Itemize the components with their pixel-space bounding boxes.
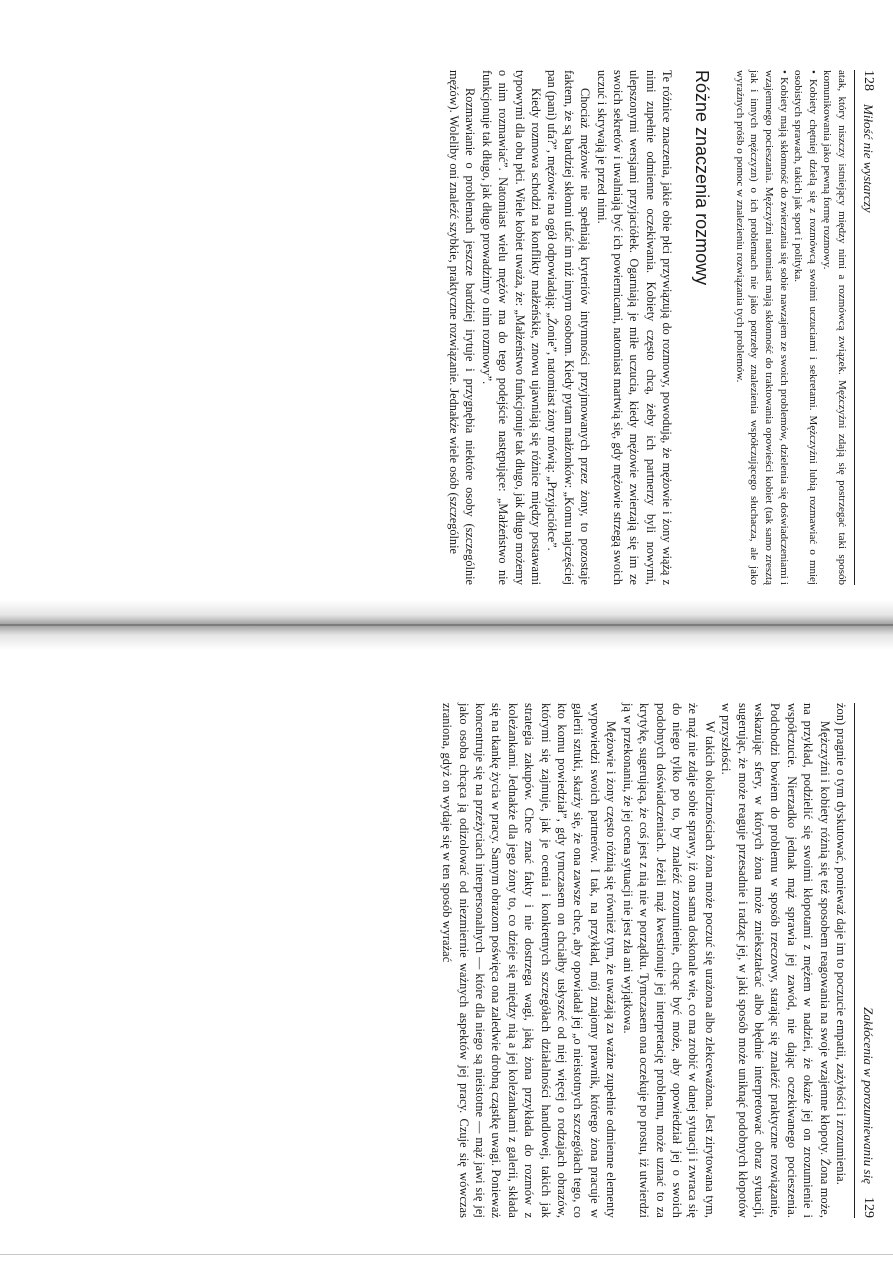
paragraph: Rozmawianie o problemach jeszcze bardziej irytuje i przygnębia niektóre osoby (szczególnie mężów). Woleliby oni znaleźć szybkie, praktyczne rozwiązanie. Jednakże wiele osób (szczególnie [446,70,478,585]
right-running-title: Zakłócenia w porozumiewaniu się [861,1007,876,1184]
section-heading: Różne znaczenia rozmowy [692,70,713,286]
paragraph: Chociaż mężowie nie spełniają kryteriów intymności przyjmowanych przez żony, to pozostaje faktem, że są bardziej skłonni ufać im niż innym osobom. Kiedy pytam małżonków: „Komu najczęściej pan (pani) ufa?”, mężowie na ogół odpowiadają: „Żonie”, natomiast żony mówią: „Przyjaciółce”. [545,70,593,585]
intro-text: atak, który niszczy istniejący między nimi a rozmówcą związek. Mężczyźni zdają się postrzegać taki sposób komunikowania jako pewną formę rozmowy. [821,70,848,585]
paragraph: Kiedy rozmowa schodzi na konflikty małżeńskie, znowu ujawniają się różnice między postawami typowymi dla obu płci. Wiele kobiet uważa, że: „Małżeństwo funkcjonuje tak długo, jak długo możemy o nim rozmawiać”. Natomiast wielu mężów ma do tego podejście następujące: „Małżeństwo nie funkcjonuje tak długo, jak długo prowadzimy o nim rozmowy”. [479,70,543,585]
paragraph: żon) pragnie o tym dyskutować, ponieważ daje im to poczucie empatii, zażyłości i zrozumienia. [834,703,848,1185]
right-running-head [854,703,877,1218]
right-page-number: 129 [861,1197,876,1218]
left-page [0,0,893,630]
right-page [0,633,893,1263]
bullet-item: • Kobiety chętniej dzielą się z rozmówcą swoimi uczuciami i sekretami. Mężczyźni lubią rozmawiać o mniej osobistych sprawach, takich jak sport i polityka. [792,70,819,585]
bullet-item: • Kobiety mają skłonność do zwierzania się sobie nawzajem ze swoich problemów, dzielenia się doświadczeniami i wzajemnego pocieszania. Mężczyźni natomiast mają skłonność do traktowania opowieści kobiet (tak samo zresztą jak i innych mężczyzn) o ich problemach nie jako potrzeby znalezienia współczującego słuchacza, ale jako wyraźnych próśb o pomoc w znalezieniu rozwiązania tych problemów. [733,70,790,585]
left-running-title: Miłość nie wystarczy [861,104,876,213]
right-text-column [439,703,849,1218]
left-running-head [854,70,877,585]
left-page-number: 128 [861,70,876,91]
paragraph: W takich okolicznościach żona może poczuć się urażona albo zlekceważona. Jest zirytowana tym, że mąż nie zdaje sobie sprawy, iż ona sama doskonale wie, co ma zrobić w danej sytuacji i zwraca się do niego tylko po to, by znaleźć zrozumienie, chcąc być może, aby opowiedział jej o swoich podobnych doświadczeniach. Jeżeli mąż kwestionuje jej interpretację problemu, może uznać to za krytykę, sugerującą, że coś jest z nią nie w porządku. Tymczasem ona oczekuje po prostu, iż utwierdzi ją w przekonaniu, że jej ocena sytuacji nie jest zła ani wyjątkowa. [620,703,717,1218]
paragraph: Te różnice znaczenia, jakie obie płci przywiązują do rozmowy, powodują, że mężowie i żony wiążą z nimi zupełnie odmienne oczekiwania. Kobiety często chcą, żeby ich partnerzy byli nowymi, ulepszonymi wersjami przyjaciółek. Ogarniają je miłe uczucia, kiedy mężowie zwierzają się im ze swoich sekretów i uwalniają być ich powiernicami, natomiast martwią się, gdy mężowie strzegą swoich uczuć i skrywają je przed nimi. [594,70,675,585]
paragraph: Mężczyźni i kobiety różnią się też sposobem reagowania na swoje wzajemne kłopoty. Żona może, na przykład, podzielić się swoimi kłopotami z mężem w nadziei, że okaże jej on zrozumienie i współczucie. Nierzadko jednak mąż sprawia jej zawód, nie dając oczekiwanego pocieszenia. Podchodzi bowiem do problemu w sposób rzeczowy, starając się znaleźć praktyczne rozwiązanie, wskazując sfery, w których żona może zniekształcać albo błędnie interpretować obraz sytuacji, sugerując, że może reaguje przesadnie i radząc jej, w jaki sposób może uniknąć podobnych kłopotów w przyszłości. [719,703,832,1218]
paragraph: Mężowie i żony często różnią się również tym, że uważają za ważne zupełnie odmienne elementy wypowiedzi swoich partnerów. I tak, na przykład, mój znajomy prawnik, którego żona pracuje w galerii sztuki, skarży się, że ona zawsze chce, aby opowiadał jej „o nieistotnych szczegółach tego, co kto komu powiedział”, gdy tymczasem on chciałby usłyszeć od niej więcej o rodzajach obrazów, którymi się zajmuje, jak je ocenia i konkretnych szczegółach działalności handlowej, takich jak strategia zakupów. Chce znać fakty i nie dostrzega wagi, jaką żona przykłada do rozmów z koleżankami. Jednakże dla jego żony to, co dzieje się między nią a jej koleżankami z galerii, składa się na tkankę życia w pracy. Samym obrazom poświęca ona zaledwie drobną cząstkę uwagi. Ponieważ koncentruje się na przeżyciach interpersonalnych — które dla niego są nieistotne — mąż jawi się jej jako osoba chcąca ją odizolować od niezmiernie ważnych aspektów jej pracy. Czuje się wówczas zraniona, gdyż on wydaje się w ten sposób wyrażać [440,703,619,1218]
left-text-column [446,70,849,585]
page-edge [0,1254,893,1255]
